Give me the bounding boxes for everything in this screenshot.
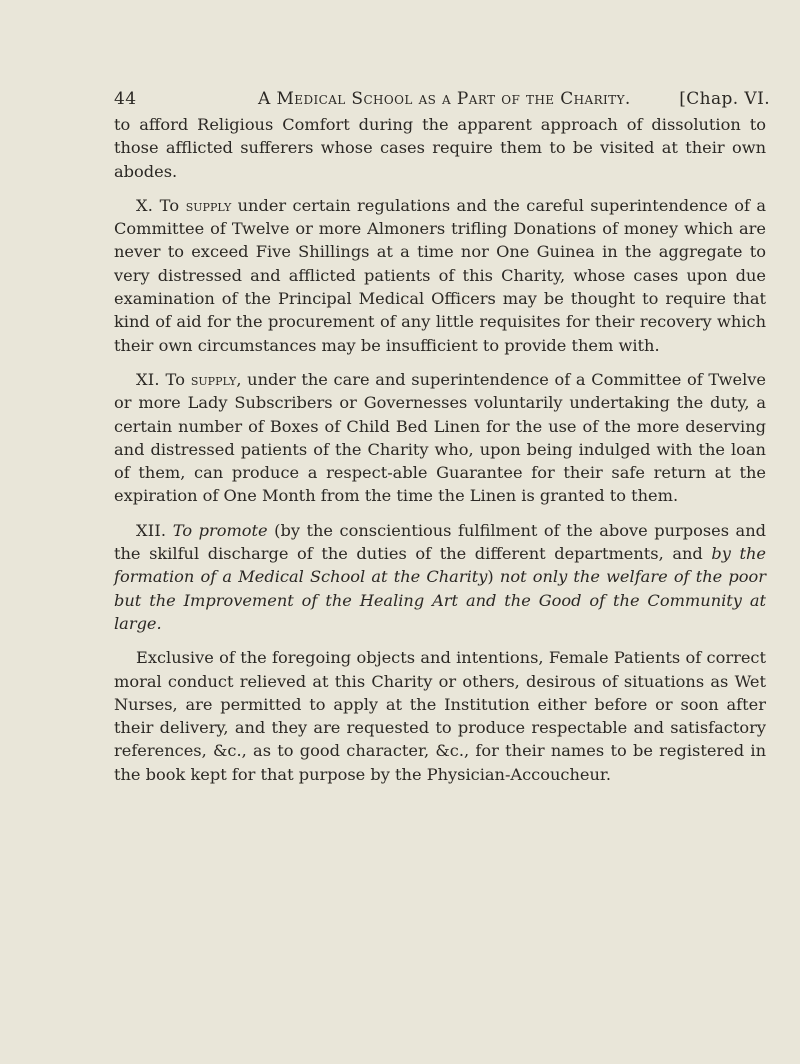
paragraph-italic-text: by the formation of a Medical School at the Charity	[114, 544, 766, 587]
page-number: 44	[114, 89, 137, 109]
paragraph-italic-text: not only the welfare of the poor but the Improvement of the Healing Art and the Good of the Community at large.	[114, 567, 766, 633]
paragraph-label: X. To	[136, 195, 180, 215]
paragraph-text: Exclusive of the foregoing objects and intentions, Female Patients of correct moral conduct relieved at this Charity or others, desirous of situations as Wet Nurses, are permitted to apply at the Institution either before or soon after their delivery, and they are requested to produce respectable and satisfactory references, &c., as to good character, &c., for their names to be registered in the book kept for that purpose by the Physician-Accoucheur.	[114, 648, 766, 784]
page-body	[114, 113, 766, 786]
paragraph-xi	[114, 368, 766, 508]
paragraph-text: under the care and superintendence of a Committee of Twelve or more Lady Subscribers or Governesses voluntarily undertaking the duty, a certain number of Boxes of Child Bed Linen for the use of the more deserving and distressed patients of the Charity who, upon being indulged with the loan of them, can produce a respect-able Guarantee for their safe return at the expiration of One Month from the time the Linen is granted to them.	[114, 369, 766, 506]
paragraph-xii	[114, 519, 766, 635]
paragraph-keyword: supply,	[190, 369, 242, 389]
paragraph-label: XII.	[136, 520, 167, 540]
running-title: A Medical School as a Part of the Charity.	[258, 89, 631, 109]
paragraph-text: (by the conscientious fulfilment of the above purposes and the skilful discharge of the duties of the different departments, and	[114, 520, 766, 564]
paragraph-text: to afford Religious Comfort during the apparent approach of dissolution to those afflicted sufferers whose cases require them to be visited at their own abodes.	[114, 115, 766, 181]
paragraph-exclusive	[114, 646, 766, 786]
paragraph-x	[114, 194, 766, 357]
paragraph-keyword: To promote	[172, 520, 268, 540]
running-header	[114, 89, 770, 113]
chapter-label: [Chap. VI.	[679, 89, 770, 109]
paragraph-label: XI. To	[136, 369, 186, 389]
paragraph-text: )	[487, 567, 494, 587]
paragraph-keyword: supply	[185, 195, 232, 215]
paragraph-text: under certain regulations and the careful superintendence of a Committee of Twelve or more Almoners trifling Donations of money which are never to exceed Five Shillings at a time nor One Guinea in the aggregate to very distressed and afflicted patients of this Charity, whose cases upon due examination of the Principal Medical Officers may be thought to require that kind of aid for the procurement of any little requisites for their recovery which their own circumstances may be insufficient to provide them with.	[114, 195, 766, 355]
paragraph-continuation	[114, 113, 766, 183]
